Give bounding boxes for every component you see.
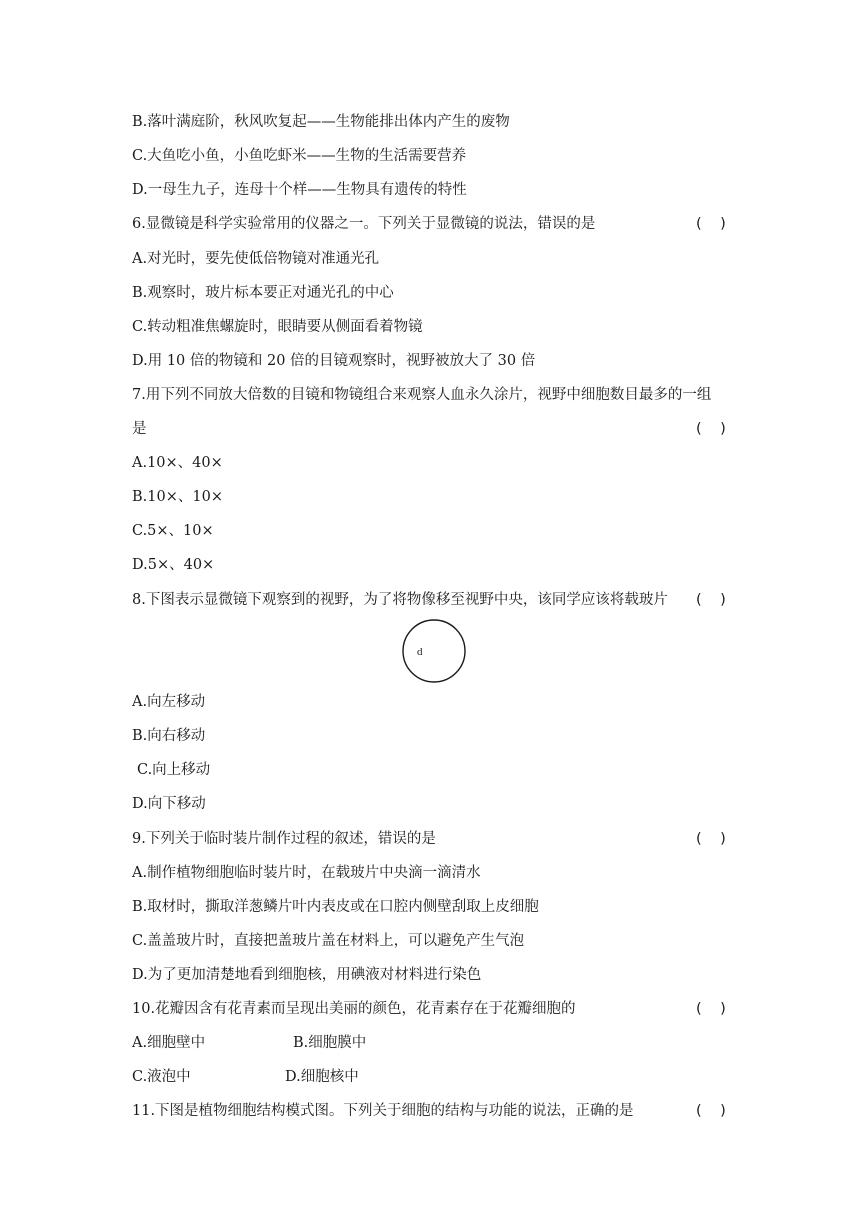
- q5-option-b: B.落叶满庭阶，秋风吹复起——生物能排出体内产生的废物: [132, 114, 510, 130]
- q9-option-b: B.取材时，撕取洋葱鳞片叶内表皮或在口腔内侧壁刮取上皮细胞: [132, 899, 539, 915]
- q8-option-b: B.向右移动: [132, 728, 206, 744]
- q7-stem-line2: 是: [132, 421, 147, 437]
- q6-answer-bracket: ( ): [696, 216, 726, 232]
- q7-stem-line1: 7.用下列不同放大倍数的目镜和物镜组合来观察人血永久涂片，视野中细胞数目最多的一组: [132, 387, 712, 403]
- q6-stem: 6.显微镜是科学实验常用的仪器之一。下列关于显微镜的说法，错误的是: [132, 216, 596, 232]
- q8-option-d: D.向下移动: [132, 796, 206, 812]
- q8-option-a: A.向左移动: [132, 694, 206, 710]
- q5-option-c: C.大鱼吃小鱼，小鱼吃虾米——生物的生活需要营养: [132, 148, 467, 164]
- q6-option-d: D.用 10 倍的物镜和 20 倍的目镜观察时，视野被放大了 30 倍: [132, 353, 536, 369]
- microscope-field-of-view-figure: [400, 617, 468, 685]
- q11-stem: 11.下图是植物细胞结构模式图。下列关于细胞的结构与功能的说法，正确的是: [132, 1103, 634, 1119]
- q9-answer-bracket: ( ): [696, 831, 726, 847]
- q8-option-c: C.向上移动: [137, 762, 211, 778]
- q10-stem: 10.花瓣因含有花青素而呈现出美丽的颜色，花青素存在于花瓣细胞的: [132, 1001, 576, 1017]
- q9-option-d: D.为了更加清楚地看到细胞核，用碘液对材料进行染色: [132, 967, 482, 983]
- q8-stem: 8.下图表示显微镜下观察到的视野，为了将物像移至视野中央，该同学应该将载玻片: [132, 592, 668, 608]
- q11-answer-bracket: ( ): [696, 1103, 726, 1119]
- q10-option-a: A.细胞壁中: [132, 1035, 206, 1051]
- q10-option-c: C.液泡中: [132, 1069, 191, 1085]
- q6-option-b: B.观察时，玻片标本要正对通光孔的中心: [132, 285, 394, 301]
- q7-option-b: B.10×、10×: [132, 489, 223, 505]
- q9-stem: 9.下列关于临时装片制作过程的叙述，错误的是: [132, 831, 436, 847]
- q9-option-c: C.盖盖玻片时，直接把盖玻片盖在材料上，可以避免产生气泡: [132, 933, 525, 949]
- field-of-view-circle: [403, 620, 465, 682]
- q7-option-c: C.5×、10×: [132, 523, 214, 539]
- q6-option-a: A.对光时，要先使低倍物镜对准通光孔: [132, 251, 380, 267]
- q5-option-d: D.一母生九子，连母十个样——生物具有遗传的特性: [132, 182, 467, 198]
- q8-answer-bracket: ( ): [696, 592, 726, 608]
- q6-option-c: C.转动粗准焦螺旋时，眼睛要从侧面看着物镜: [132, 319, 423, 335]
- q9-option-a: A.制作植物细胞临时装片时，在载玻片中央滴一滴清水: [132, 865, 481, 881]
- q10-answer-bracket: ( ): [696, 1001, 726, 1017]
- q10-option-d: D.细胞核中: [285, 1069, 359, 1085]
- figure-letter-label: d: [417, 646, 423, 658]
- q7-option-a: A.10×、40×: [132, 455, 223, 471]
- q7-option-d: D.5×、40×: [132, 557, 215, 573]
- q10-option-b: B.细胞膜中: [293, 1035, 367, 1051]
- q7-answer-bracket: ( ): [696, 421, 726, 437]
